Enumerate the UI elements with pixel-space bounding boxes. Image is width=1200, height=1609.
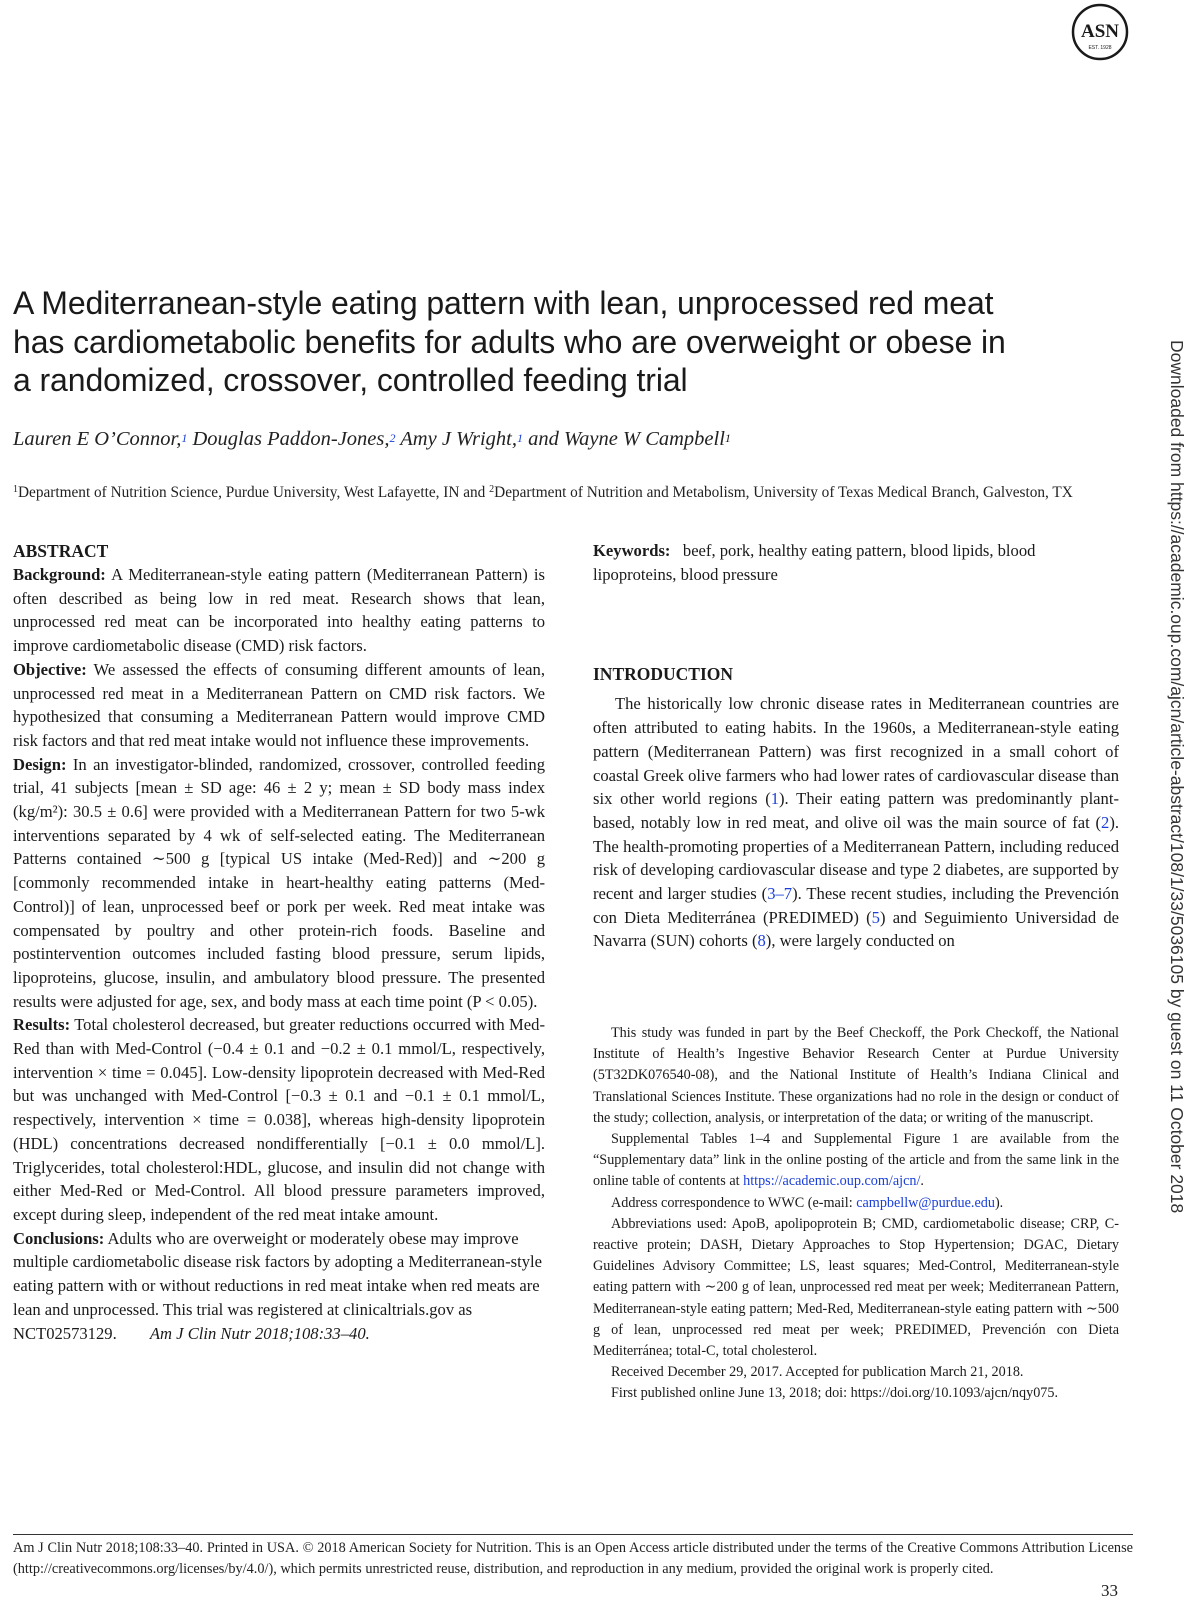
intro-text: ). These recent studies, including the Prevención con Dieta Mediterránea (PREDIMED) ( <box>593 884 1120 927</box>
logo-est: EST. 1928 <box>1088 45 1112 51</box>
introduction-heading: INTRODUCTION <box>593 664 734 685</box>
title-line-1: A Mediterranean-style eating pattern with lean, unprocessed red meat <box>13 285 994 321</box>
author-name: Douglas Paddon-Jones, <box>187 428 390 450</box>
citation-link[interactable]: 8 <box>757 931 766 951</box>
footer-divider <box>13 1534 1133 1535</box>
download-watermark <box>1163 340 1189 1562</box>
author-list <box>13 428 731 451</box>
keywords-label: Keywords: <box>593 541 671 560</box>
intro-text: ), were largely conducted on <box>765 931 955 951</box>
address-note <box>593 1193 1119 1214</box>
abstract-design <box>13 753 545 1014</box>
introduction-paragraph <box>593 692 1119 953</box>
title-line-3: a randomized, crossover, controlled feeding trial <box>13 362 688 398</box>
abstract-objective <box>13 658 545 753</box>
received-note: Received December 29, 2017. Accepted for publication March 21, 2018. <box>611 1364 1024 1381</box>
results-label: Results: <box>13 1015 71 1035</box>
abstract-conclusions <box>13 1227 545 1346</box>
abstract-heading: ABSTRACT <box>13 541 109 561</box>
background-text: A Mediterranean-style eating pattern (Mediterranean Pattern) is often described as being low in red meat. Research shows that lean, unprocessed red meat can be incorporated into healthy eating patterns to improve cardiometabolic disease (CMD) risk factors. <box>13 565 546 656</box>
author-affiliation-link[interactable]: 1 <box>724 431 731 445</box>
intro-text: ) and Seguimiento Universidad de Navarra (SUN) cohorts ( <box>593 907 1120 951</box>
intro-text: ). The health-promoting properties of a Mediterranean Pattern, including reduced risk of developing cardiovascular disease and type 2 diabetes, are supported by recent and larger studies ( <box>593 812 1119 904</box>
author-name: Lauren E O’Connor, <box>13 428 182 450</box>
keywords <box>593 539 1119 586</box>
logo-text: ASN <box>1080 21 1120 42</box>
conclusions-text: Adults who are overweight or moderately obese may improve multiple cardiometabolic disease risk factors by adopting a Mediterranean-style eating pattern with or without reductions in red meat intake when red meats are lean and unprocessed. This trial was registered at clinicaltrials.gov as NCT02573129. <box>13 1228 542 1343</box>
supplemental-text: Supplemental Tables 1–4 and Supplemental Figure 1 are available from the “Supplementary data” link in the online posting of the article and from the same link in the online table of contents at <box>593 1131 1119 1190</box>
author-name: and Wayne W Campbell <box>522 428 725 450</box>
right-column <box>593 539 1119 953</box>
design-text: In an investigator-blinded, randomized, crossover, controlled feeding trial, 41 subjects [mean ± SD age: 46 ± 2 y; mean ± SD body mass index (kg/m²): 30.5 ± 0.6] were provided with a Mediterranean Pattern for two 5-wk interventions separated by 4 wk of self-selected eating. The Mediterranean Patterns contained ∼500 g [typical US intake (Med-Red)] and ∼200 g [commonly recommended intake in heart-healthy eating patterns (Med-Control)] of lean, unprocessed beef or pork per week. Red meat intake was compensated by poultry and other protein-rich foods. Baseline and postintervention outcomes included fasting blood pressure, serum lipids, lipoproteins, glucose, insulin, and ambulatory blood pressure. The presented results were adjusted for age, sex, and body mass at each time point (P < 0.05). <box>13 754 545 1011</box>
intro-text: ). Their eating pattern was predominantly plant-based, notably low in red meat, and olive oil was the main source of fat ( <box>593 789 1119 832</box>
supplemental-link[interactable]: https://academic.oup.com/ajcn/ <box>743 1173 921 1190</box>
affiliation-marker: 2 <box>489 484 495 495</box>
keywords-text: beef, pork, healthy eating pattern, blood lipids, blood lipoproteins, blood pressure <box>593 541 1036 584</box>
email-link[interactable]: campbellw@purdue.edu <box>856 1194 995 1211</box>
affiliation-text: Department of Nutrition Science, Purdue University, West Lafayette, IN and <box>18 484 490 501</box>
author-affiliation-link[interactable]: 1 <box>516 431 523 445</box>
background-label: Background: <box>13 565 106 584</box>
abbreviations-note: Abbreviations used: ApoB, apolipoprotein B; CMD, cardiometabolic disease; CRP, C-reactive protein; DASH, Dietary Approaches to Stop Hypertension; DGAC, Dietary Guidelines Advisory Committee; LS, least squares; Med-Control, Mediterranean-style eating pattern with ∼200 g of lean, unprocessed red meat per week; Mediterranean Pattern, Mediterranean-style eating pattern; Med-Red, Mediterranean-style eating pattern with ∼500 g of lean, unprocessed red meat per week; PREDIMED, Prevención con Dieta Mediterránea; total-C, total cholesterol. <box>593 1215 1119 1360</box>
supplemental-note <box>593 1129 1119 1193</box>
journal-license-line: Am J Clin Nutr 2018;108:33–40. Printed in USA. © 2018 American Society for Nutrition. This is an Open Access article distributed under the terms of the Creative Commons Attribution License (http://creativecommons.org/licenses/by/4.0/), which permits unrestricted reuse, distribution, and reproduction in any medium, provided the original work is properly cited. <box>13 1540 1133 1578</box>
objective-label: Objective: <box>13 659 87 679</box>
abstract-citation: Am J Clin Nutr 2018;108:33–40. <box>149 1323 370 1343</box>
affiliations <box>13 482 1141 506</box>
citation-link[interactable]: 2 <box>1101 812 1110 832</box>
author-affiliation-link[interactable]: 1 <box>181 431 188 445</box>
citation-link[interactable]: 1 <box>770 789 780 809</box>
affiliation-text: Department of Nutrition and Metabolism, University of Texas Medical Branch, Galveston, TX <box>494 484 1073 501</box>
affiliation-marker: 1 <box>13 484 18 495</box>
conclusions-label: Conclusions: <box>13 1228 105 1248</box>
footnotes <box>593 1023 1119 1405</box>
address-text: Address correspondence to WWC (e-mail: <box>611 1194 857 1211</box>
article-title <box>13 284 1133 400</box>
address-end: ). <box>994 1194 1004 1211</box>
abstract-column <box>13 539 545 1345</box>
download-watermark-text: Downloaded from https://academic.oup.com/ajcn/article-abstract/108/1/33/5036105 by guest on 11 October 2018 <box>1167 340 1187 1214</box>
citation-link[interactable]: 5 <box>871 907 880 927</box>
page-number: 33 <box>1101 1581 1118 1600</box>
supplemental-end: . <box>920 1173 924 1190</box>
asn-logo <box>1070 2 1130 62</box>
results-text: Total cholesterol decreased, but greater reductions occurred with Med-Red than with Med-Control (−0.4 ± 0.1 and −0.2 ± 0.1 mmol/L, respectively, intervention × time = 0.045]. Low-density lipoprotein decreased with Med-Red but was unchanged with Med-Control [−0.3 ± 0.1 and −0.1 ± 0.1 mmol/L, respectively, intervention × time = 0.038], whereas high-density lipoprotein (HDL) concentrations decreased nondifferentially [−0.1 ± 0.0 mmol/L]. Triglycerides, total cholesterol:HDL, glucose, and insulin did not change with either Med-Red or Med-Control. All blood pressure parameters improved, except during sleep, independent of the red meat intake amount. <box>13 1015 545 1224</box>
published-note: First published online June 13, 2018; doi: https://doi.org/10.1093/ajcn/nqy075. <box>611 1385 1059 1402</box>
title-line-2: has cardiometabolic benefits for adults who are overweight or obese in <box>13 323 1006 360</box>
author-name: Amy J Wright, <box>395 428 517 450</box>
funding-note: This study was funded in part by the Beef Checkoff, the Pork Checkoff, the National Institute of Health’s Ingestive Behavior Research Center at Purdue University (5T32DK076540-08), and the National Institute of Health’s Indiana Clinical and Translational Sciences Institute. These organizations had no role in the design or conduct of the study; collection, analysis, or interpretation of the data; or writing of the manuscript. <box>593 1025 1119 1126</box>
intro-text: The historically low chronic disease rates in Mediterranean countries are often attributed to eating habits. In the 1960s, a Mediterranean-style eating pattern (Mediterranean Pattern) was first recognized in a small cohort of coastal Greek olive farmers who had lower rates of cardiovascular disease than six other world regions ( <box>593 694 1119 809</box>
abstract-results <box>13 1013 545 1226</box>
abstract-background <box>13 563 545 658</box>
objective-text: We assessed the effects of consuming different amounts of lean, unprocessed red meat in a Mediterranean Pattern on CMD risk factors. We hypothesized that consuming a Mediterranean Pattern would improve CMD risk factors and that red meat intake would not influence these improvements. <box>13 659 545 750</box>
citation-link[interactable]: 3–7 <box>767 884 793 904</box>
design-label: Design: <box>13 754 67 774</box>
author-affiliation-link[interactable]: 2 <box>389 431 396 445</box>
